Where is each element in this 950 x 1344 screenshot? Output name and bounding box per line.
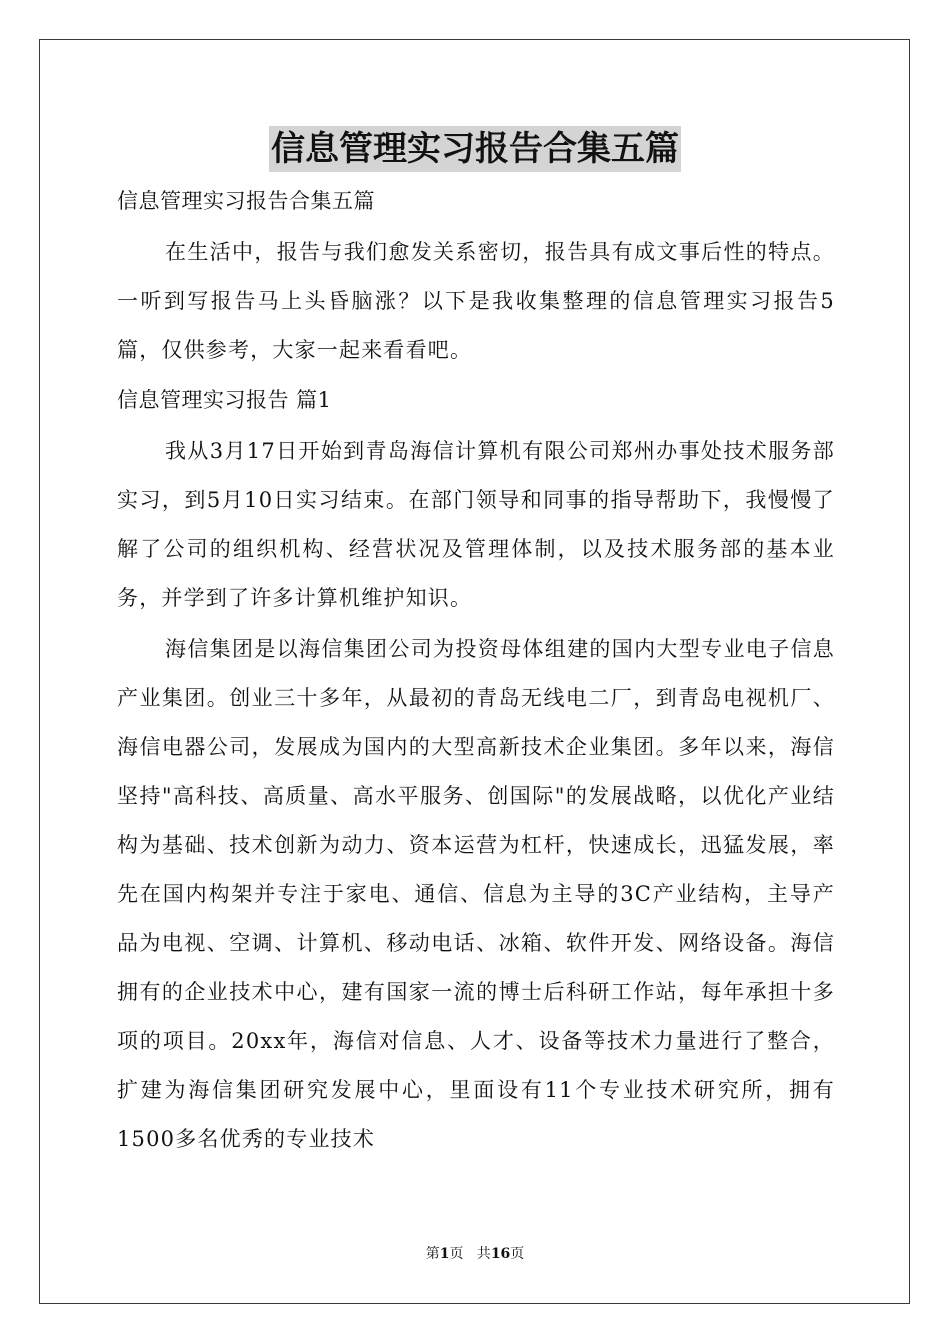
- footer-page-number: 1: [439, 1246, 450, 1262]
- body-paragraph-2: 海信集团是以海信集团公司为投资母体组建的国内大型专业电子信息产业集团。创业三十多年，从最初的青岛无线电二厂，到青岛电视机厂、海信电器公司，发展成为国内的大型高新技术企业集团。多年以来，海信坚持"高科技、高质量、高水平服务、创国际"的发展战略，以优化产业结构为基础、技术创新为动力、资本运营为杠杆，快速成长，迅猛发展，率先在国内构架并专注于家电、通信、信息为主导的3C产业结构，主导产品为电视、空调、计算机、移动电话、冰箱、软件开发、网络设备。海信拥有的企业技术中心，建有国家一流的博士后科研工作站，每年承担十多项的项目。20xx年，海信对信息、人才、设备等技术力量进行了整合，扩建为海信集团研究发展中心，里面设有11个专业技术研究所，拥有1500多名优秀的专业技术: [117, 637, 835, 1151]
- section-heading: 信息管理实习报告 篇1: [117, 388, 332, 412]
- document-subtitle: 信息管理实习报告合集五篇: [117, 189, 375, 213]
- document-title: 信息管理实习报告合集五篇: [269, 126, 681, 172]
- footer-suffix: 页: [510, 1246, 525, 1262]
- footer-total-pages: 16: [490, 1246, 511, 1262]
- title-container: [0, 126, 950, 172]
- footer-prefix: 第: [425, 1246, 440, 1262]
- intro-paragraph: 在生活中，报告与我们愈发关系密切，报告具有成文事后性的特点。一听到写报告马上头昏脑涨？以下是我收集整理的信息管理实习报告5篇，仅供参考，大家一起来看看吧。: [117, 240, 835, 362]
- document-body: [117, 178, 835, 1164]
- page-footer: [0, 1244, 950, 1264]
- body-paragraph-1: 我从3月17日开始到青岛海信计算机有限公司郑州办事处技术服务部实习，到5月10日实习结束。在部门领导和同事的指导帮助下，我慢慢了解了公司的组织机构、经营状况及管理体制，以及技术服务部的基本业务，并学到了许多计算机维护知识。: [117, 439, 835, 610]
- footer-mid: 页 共: [449, 1246, 491, 1262]
